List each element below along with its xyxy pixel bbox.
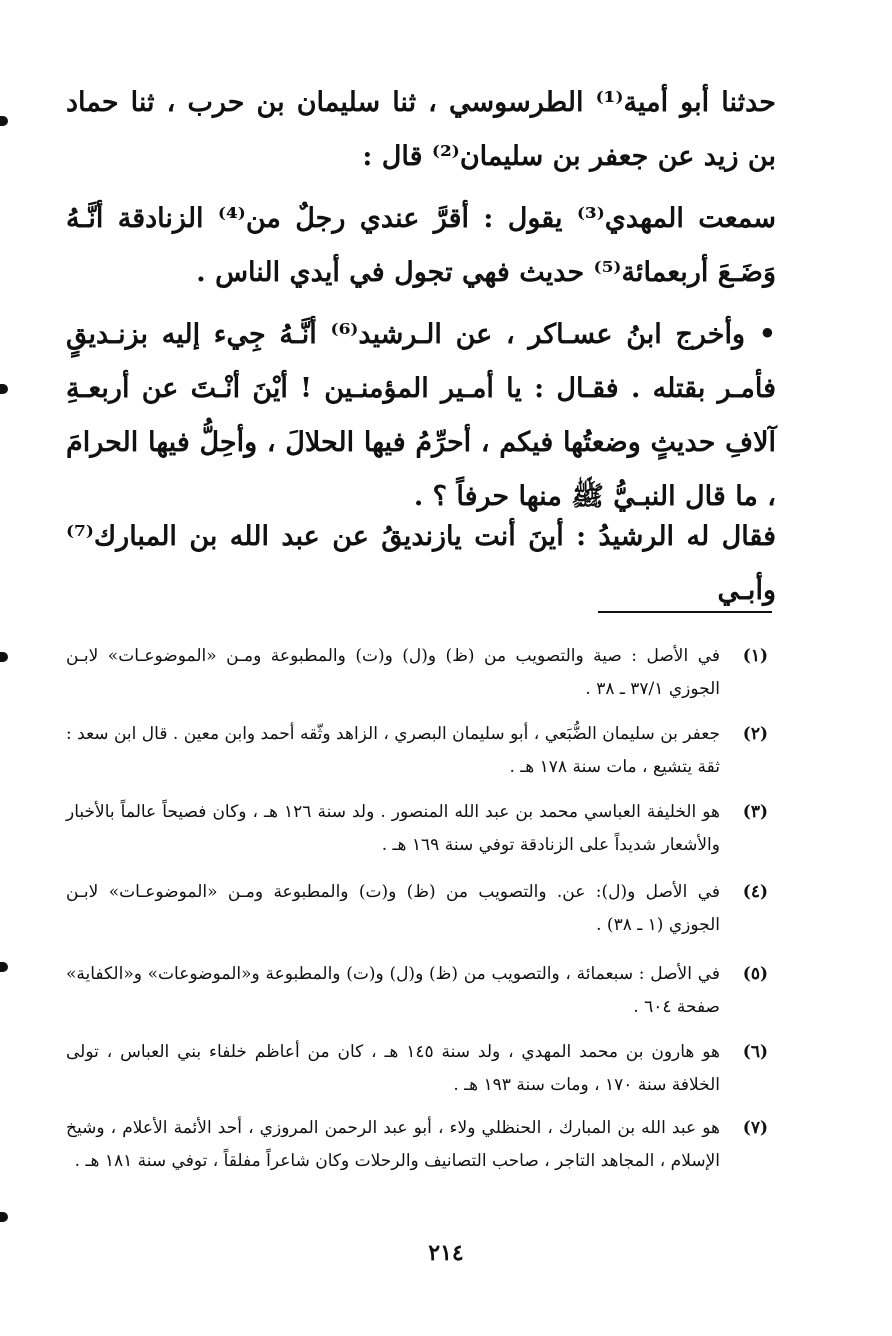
footnote-4 [66,876,768,942]
binding-mark [0,1212,8,1222]
footnote-5 [66,958,768,1024]
paragraph-rashid-story: • وأخرج ابنُ عسـاكر ، عن الـرشيد⁽⁶⁾ أنَّـهُ جِيء إليه بزنـديقٍ فأمـر بقتله . فقـال : يا أمـير المؤمنـين ! أيْنَ أنْـتَ عن أربعـةِ آلافِ حديثٍ وضعتُها فيكم ، أحرِّمُ فيها الحلالَ ، وأحِلُّ فيها الحرامَ ، ما قال النبـيُّ ﷺ منها حرفاً ؟ . [66,319,776,512]
footnote-number: (٥) [742,964,768,984]
footnote-text: في الأصل و(ل): عن. والتصويب من (ظ) و(ت) والمطبوعة ومـن «الموضوعـات» لابـن الجوزي (١ ـ ٣٨) . [66,882,720,935]
footnote-number: (١) [742,646,768,666]
footnote-3 [66,796,768,862]
footnote-text: في الأصل : صية والتصويب من (ظ) و(ل) و(ت) والمطبوعة ومـن «الموضوعـات» لابـن الجوزي ٣٧/١ ـ ٣٨ . [66,646,720,699]
paragraph-mahdi-quote: سمعت المهدي⁽³⁾ يقول : أقرَّ عندي رجلٌ من⁽⁴⁾ الزنادقة أنَّـهُ وَضَـعَ أربعمائة⁽⁵⁾ حديث فهي تجول في أيدي الناس . [66,203,776,288]
footnote-text: هو الخليفة العباسي محمد بن عبد الله المنصور . ولد سنة ١٢٦ هـ ، وكان فصيحاً عالماً بالأخبار والأشعار شديداً على الزنادقة توفي سنة ١٦٩ هـ . [66,802,721,855]
footnote-text: جعفر بن سليمان الضُّبَعي ، أبو سليمان البصري ، الزاهد وثّقه أحمد وابن معين . قال ابن سعد : ثقة يتشيع ، مات سنة ١٧٨ هـ . [66,724,720,777]
footnote-6 [66,1036,768,1102]
footnote-7 [66,1112,768,1178]
footnote-2 [66,718,768,784]
footnote-number: (٦) [742,1042,768,1062]
binding-mark [0,384,8,394]
footnote-1 [66,640,768,706]
footnote-number: (٧) [742,1118,768,1138]
footnote-text: هو هارون بن محمد المهدي ، ولد سنة ١٤٥ هـ ، كان من أعاظم خلفاء بني العباس ، تولى الخلافة سنة ١٧٠ ، ومات سنة ١٩٣ هـ . [66,1042,720,1095]
footnote-number: (٤) [742,882,768,902]
binding-mark [0,116,8,126]
footnote-text: في الأصل : سبعمائة ، والتصويب من (ظ) و(ل) و(ت) والمطبوعة و«الموضوعات» و«الكفاية» صفحة ٦٠٤ . [66,964,720,1017]
paragraph-hadith-chain: حدثنا أبو أمية⁽¹⁾ الطرسوسي ، ثنا سليمان بن حرب ، ثنا حماد بن زيد عن جعفر بن سليمان⁽²⁾ قال : [66,87,776,172]
binding-mark [0,652,8,662]
footnote-number: (٣) [742,802,768,822]
footnote-separator [598,611,772,613]
page-number: ٢١٤ [428,1240,464,1266]
footnote-text: هو عبد الله بن المبارك ، الحنظلي ولاء ، أبو عبد الرحمن المروزي ، أحد الأئمة الأعلام ، وشيخ الإسلام ، المجاهد التاجر ، صاحب التصانيف والرحلات وكان شاعراً مفلقاً ، توفي سنة ١٨١ هـ . [66,1118,720,1171]
binding-mark [0,962,8,972]
footnote-number: (٢) [742,724,768,744]
paragraph-rashid-reply: فقال له الرشيدُ : أينَ أنت يازنديقُ عن عبد الله بن المبارك⁽⁷⁾ وأبـي [66,521,776,606]
